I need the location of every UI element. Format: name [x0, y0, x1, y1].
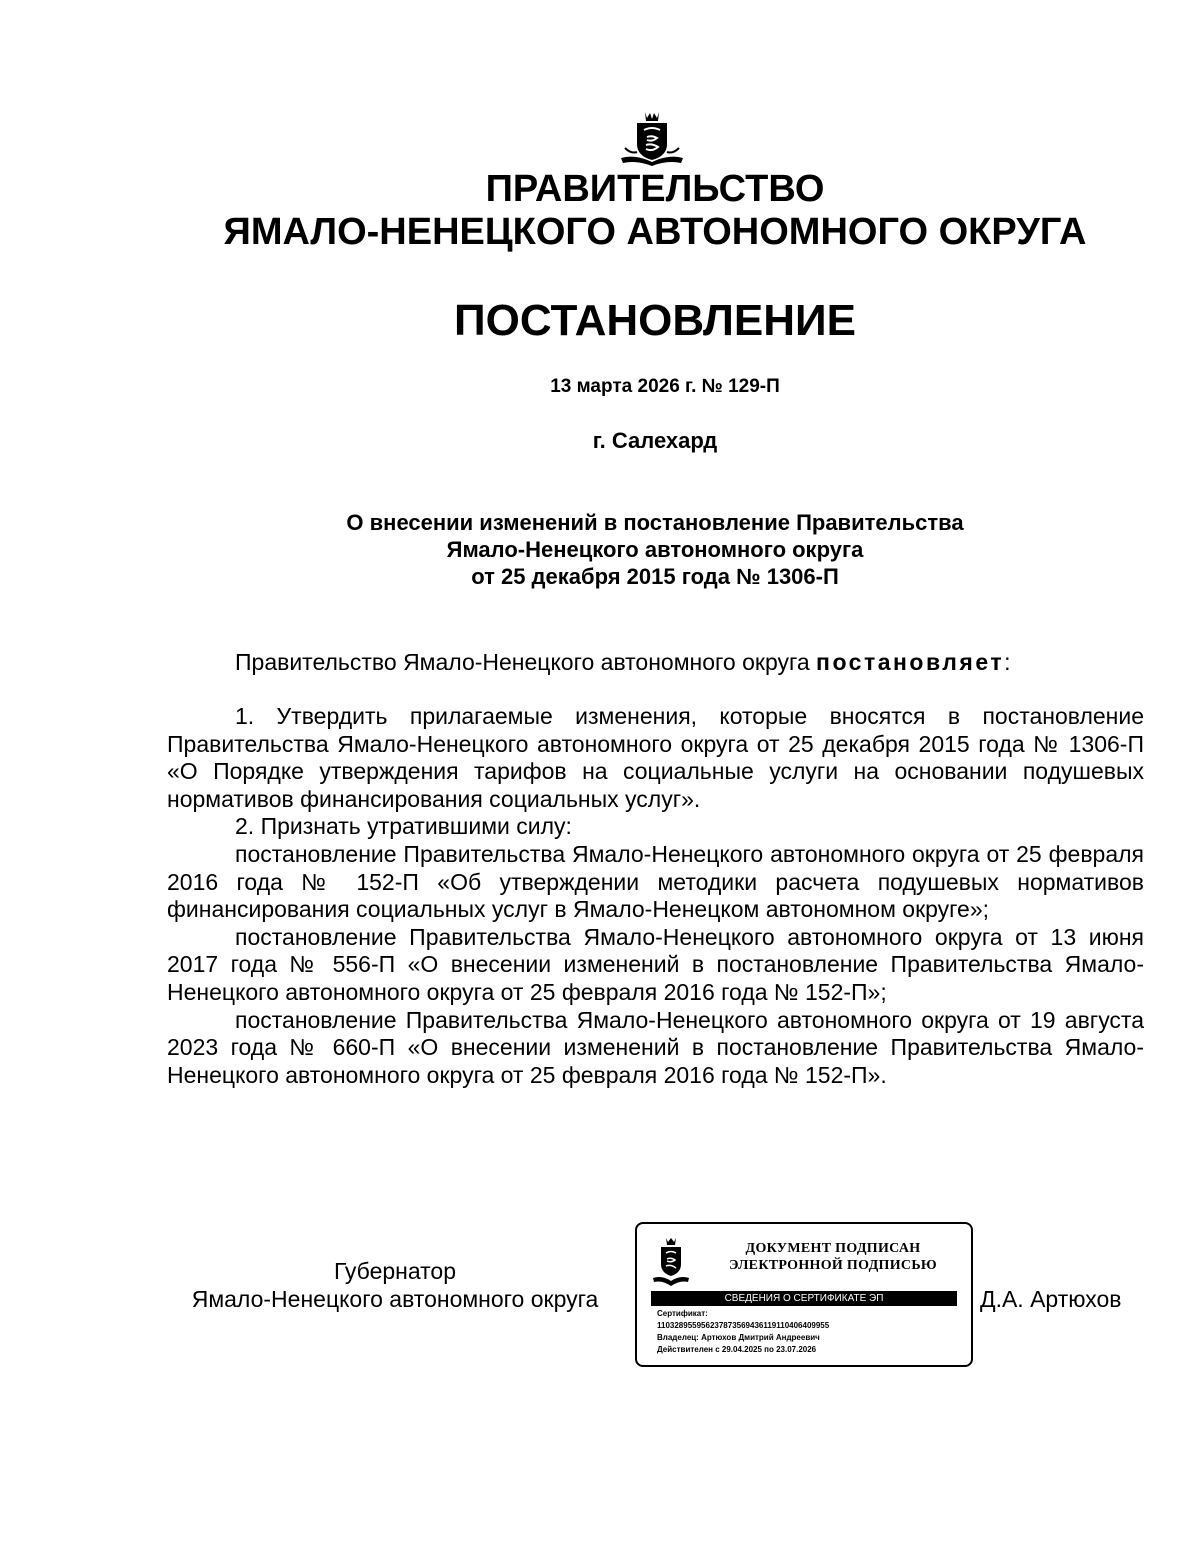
stamp-title: [699, 1240, 967, 1274]
certificate-owner: Владелец: Артюхов Дмитрий Андреевич: [657, 1333, 820, 1342]
document-type-heading: ПОСТАНОВЛЕНИЕ: [453, 296, 857, 345]
document-city: г. Салехард: [592, 428, 718, 453]
signatory-position-line: Губернатор: [333, 1258, 457, 1284]
signatory-position: [160, 1257, 630, 1313]
body-paragraph: 1. Утвердить прилагаемые изменения, которые вносятся в постановление Правительства Ямало-Ненецкого автономного округа от 25 декабря 2015 года № 1306-П «О Порядке утверждения тарифов на социальные услуги на основании подушевых нормативов финансирования социальных услуг».: [167, 703, 1144, 812]
coat-of-arms-icon: [651, 1236, 691, 1288]
preamble: [235, 648, 1010, 676]
government-title-line2: ЯМАЛО-НЕНЕЦКОГО АВТОНОМНОГО ОКРУГА: [223, 211, 1087, 253]
subject-line: О внесении изменений в постановление Правительства: [346, 510, 964, 535]
certificate-validity: Действителен с 29.04.2025 по 23.07.2026: [657, 1345, 817, 1354]
stamp-title-line: ДОКУМЕНТ ПОДПИСАН: [745, 1241, 921, 1256]
document-body: [167, 703, 1144, 1089]
document-subject: [0, 509, 1200, 590]
body-paragraph: постановление Правительства Ямало-Ненецкого автономного округа от 13 июня 2017 года № 556-П «О внесении изменений в постановление Правительства Ямало-Ненецкого автономного округа от 25 февраля 2016 года № 152-П»;: [167, 923, 1144, 1005]
coat-of-arms-icon: [617, 110, 687, 168]
certificate-number: 110328955956237873569436119110406409955: [657, 1321, 830, 1330]
body-paragraph: постановление Правительства Ямало-Ненецкого автономного округа от 25 февраля 2016 года № 152-П «Об утверждении методики расчета подушевых нормативов финансирования социальных услуг в Ямало-Ненецком автономном округе»;: [167, 840, 1144, 923]
certificate-label: Сертификат:: [657, 1309, 708, 1318]
preamble-keyword: постановляет: [816, 649, 1005, 675]
preamble-text: Правительство Ямало-Ненецкого автономного округа: [235, 649, 817, 675]
preamble-colon: :: [1004, 649, 1011, 675]
body-paragraph: постановление Правительства Ямало-Ненецкого автономного округа от 19 августа 2023 года № 660-П «О внесении изменений в постановление Правительства Ямало-Ненецкого автономного округа от 25 февраля 2016 года № 152-П».: [167, 1006, 1144, 1088]
document-date-number: 13 марта 2026 г. № 129-П: [550, 376, 780, 397]
subject-line: Ямало-Ненецкого автономного округа: [446, 537, 864, 562]
signatory-name: Д.А. Артюхов: [980, 1286, 1122, 1312]
stamp-certificate-details: [657, 1308, 829, 1356]
stamp-certificate-bar: СВЕДЕНИЯ О СЕРТИФИКАТЕ ЭП: [651, 1291, 957, 1306]
subject-line: от 25 декабря 2015 года № 1306-П: [471, 564, 839, 589]
signatory-position-line: Ямало-Ненецкого автономного округа: [191, 1286, 599, 1312]
stamp-title-line: ЭЛЕКТРОННОЙ ПОДПИСЬЮ: [729, 1258, 937, 1273]
body-paragraph: 2. Признать утратившими силу:: [235, 813, 572, 840]
electronic-signature-stamp: [635, 1222, 973, 1367]
government-title-line1: ПРАВИТЕЛЬСТВО: [485, 168, 825, 210]
